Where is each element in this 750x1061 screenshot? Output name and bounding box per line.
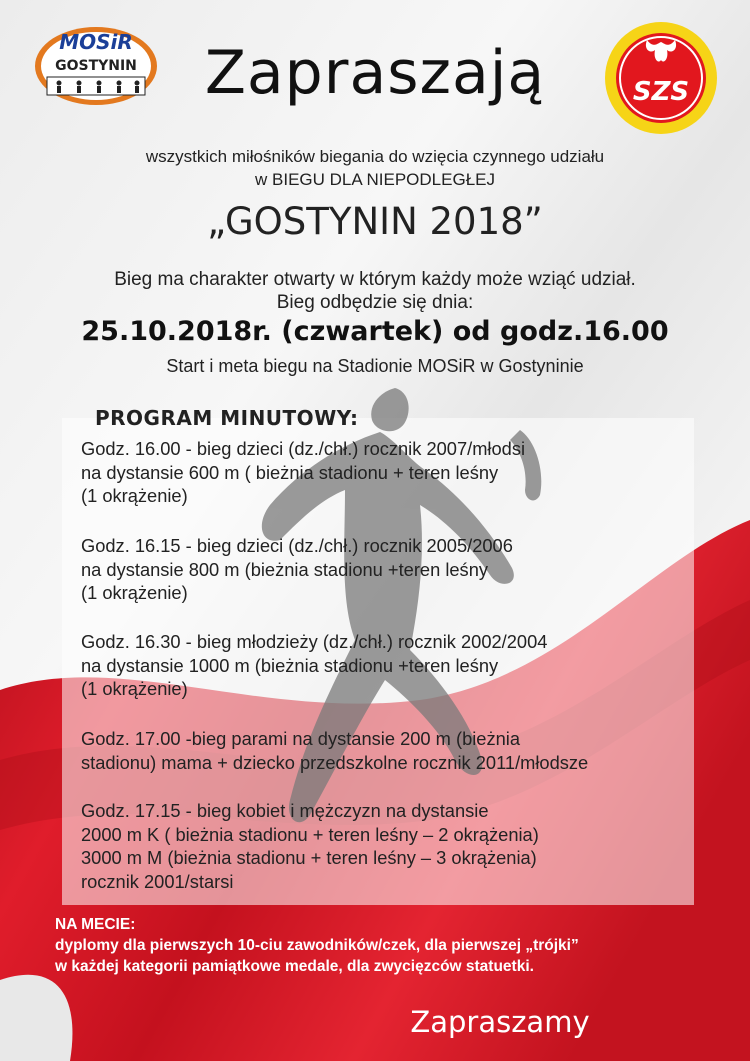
program-heading: PROGRAM MINUTOWY:	[95, 406, 359, 430]
program-item	[81, 727, 588, 774]
program-item	[81, 437, 525, 508]
program-line: Godz. 16.30 - bieg młodzieży (dz./chł.) rocznik 2002/2004	[81, 631, 548, 652]
svg-text:SZS: SZS	[632, 77, 690, 107]
program-line: rocznik 2001/starsi	[81, 870, 234, 892]
program-line: na dystansie 600 m ( bieżnia stadionu + teren leśny	[81, 461, 499, 483]
intro-line-2: w BIEGU DLA NIEPODLEGŁEJ	[255, 170, 495, 189]
finish-line: w każdej kategorii pamiątkowe medale, dla zwycięzców statuetki.	[55, 958, 534, 975]
event-name: „GOSTYNIN 2018”	[207, 200, 543, 243]
program-line: Godz. 16.00 - bieg dzieci (dz./chł.) rocznik 2007/młodsi	[81, 438, 526, 459]
page-title: Zapraszają	[204, 38, 546, 108]
program-line: Godz. 16.15 - bieg dzieci (dz./chł.) rocznik 2005/2006	[81, 535, 513, 556]
finish-line: dyplomy dla pierwszych 10-ciu zawodników/czek, dla pierwszej „trójki”	[55, 937, 579, 954]
program-item	[81, 799, 539, 893]
open-info-line-2: Bieg odbędzie się dnia:	[276, 292, 474, 313]
program-line: Godz. 17.15 - bieg kobiet i mężczyzn na dystansie	[81, 800, 489, 821]
event-date: 25.10.2018r. (czwartek) od godz.16.00	[81, 316, 669, 347]
finish-info	[55, 914, 579, 977]
program-line: na dystansie 1000 m (bieżnia stadionu +teren leśny	[81, 654, 499, 676]
program-item	[81, 630, 547, 701]
program-line: na dystansie 800 m (bieżnia stadionu +teren leśny	[81, 558, 489, 580]
closing-text: Zapraszamy	[410, 1005, 590, 1039]
program-line: 2000 m K ( bieżnia stadionu + teren leśny – 2 okrążenia)	[81, 823, 539, 845]
program-line: Godz. 17.00 -bieg parami na dystansie 200 m (bieżnia	[81, 728, 520, 749]
program-line: (1 okrążenie)	[81, 485, 188, 506]
finish-heading: NA MECIE:	[55, 916, 136, 933]
start-location: Start i meta biegu na Stadionie MOSiR w Gostyninie	[166, 356, 584, 376]
svg-text:MOSiR: MOSiR	[59, 30, 133, 54]
open-info-line-1: Bieg ma charakter otwarty w którym każdy może wziąć udział.	[114, 269, 636, 290]
intro-line-1: wszystkich miłośników biegania do wzięcia czynnego udziału	[145, 147, 605, 166]
program-line: 3000 m M (bieżnia stadionu + teren leśny – 3 okrążenia)	[81, 847, 537, 868]
program-line: (1 okrążenie)	[81, 582, 188, 603]
svg-text:GOSTYNIN: GOSTYNIN	[55, 58, 137, 74]
program-line: (1 okrążenie)	[81, 678, 188, 699]
program-item	[81, 534, 513, 605]
program-line: stadionu) mama + dziecko przedszkolne rocznik 2011/młodsze	[81, 751, 589, 773]
